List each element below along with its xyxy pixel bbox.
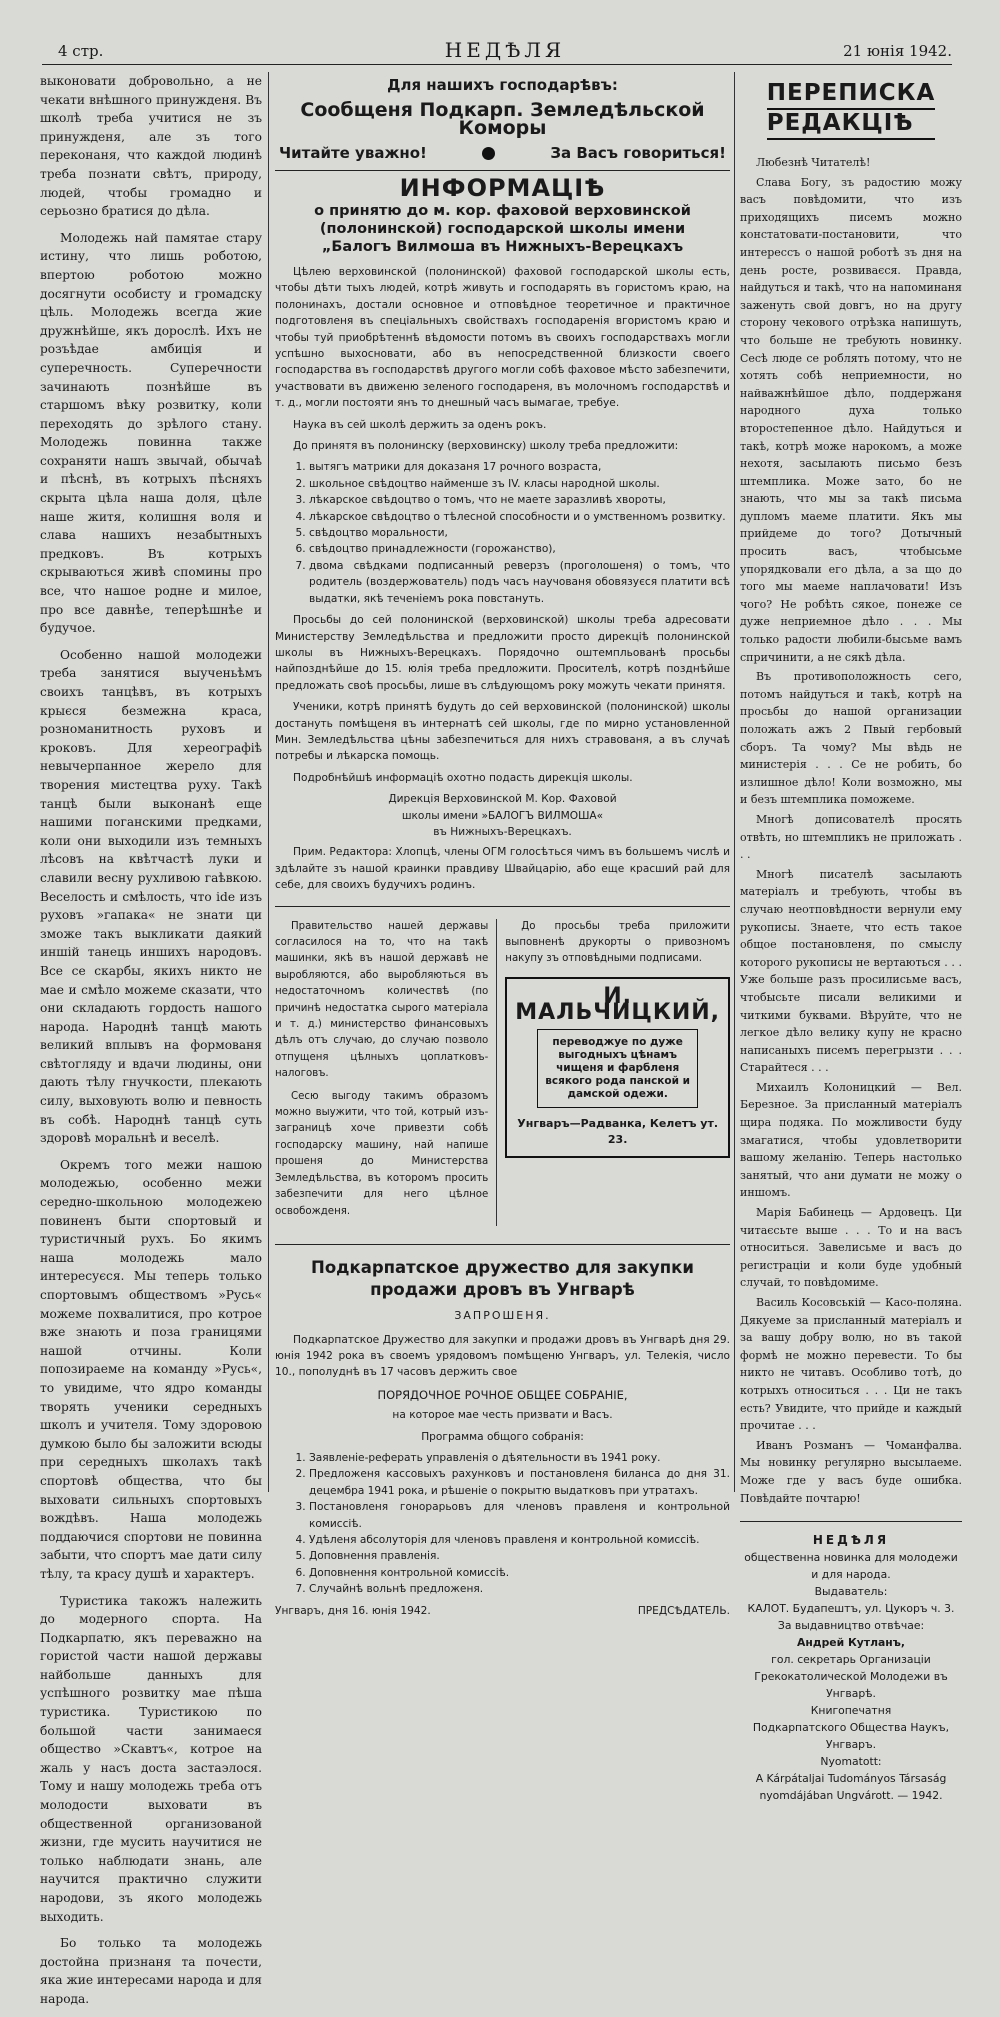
- banner-left: Читайте уважно!: [279, 143, 427, 162]
- list-item: 4. Удѣленя абсолуторія для членовъ правленя и контрольной комиссiѣ.: [309, 1532, 730, 1548]
- paragraph: Бо только та молодежь достойна признаня та почести, яка жие интересами народа и для народа.: [40, 1936, 262, 2006]
- paragraph: Правительство нашей державы согласилося на то, что на такѣ машинки, якѣ въ нашой державѣ не выробляются, або выробляються въ недостаточномъ количествѣ (по причинѣ недостатка сырого матеріала и т. д.) министерство финансовыхъ дѣлъ отъ случаю, до случаю позволо отпущеня цѣлныхъ цоплатковъ-налоговъ.: [275, 920, 489, 1080]
- paragraph: Цѣлею верховинской (полонинской) фаховой господарской школы есть, чтобы дѣти тыхъ людей, котрѣ живуть и господарять въ гористомъ краю, на полонинахъ, достали основное и отповѣдное теоретичное и практичное подготовленя въ спецiальныхъ свойствахъ господаренія вгористомъ краю и чтобы туй приобрѣтеннѣ вѣдомости потомъ въ своихъ господарствахъ могли успѣшно выхосновати, або въ непосредственной близкости своего господарства въ господарствѣ другого могли собѣ фаховое мѣсто забезпечити, участвовати въ движеню зеленого господареня, въ молочномъ господарствѣ и т. д., могли постояти янъ то днешный часъ вымагае, требуе.: [275, 265, 730, 410]
- paragraph: Сесю выгоду такимъ образомъ можно выужити, что той, котрый изъ-заграницѣ хоче привезти собѣ господарску машину, най напише прошеня до Министерства Земледѣльства, въ которомъ просить забезпечити для него цѣлное освобожденя.: [275, 1090, 489, 1217]
- page-number: 4 стр.: [58, 42, 104, 60]
- advertiser-address: Унгваръ—Радванка, Келетъ ут. 23.: [517, 1116, 719, 1146]
- list-item: 3. Постановленя гонорарьовъ для членовъ правленя и контрольной комиссiѣ.: [309, 1499, 730, 1532]
- firewood-title: [275, 1244, 730, 1301]
- subtitle-line: „Балогъ Вилмоша въ Нижныхъ-Верецкахъ: [321, 238, 684, 255]
- imprint-block: [740, 1521, 962, 1804]
- divider: [275, 170, 730, 171]
- list-item: 3. лѣкарское свѣдоцтво о томъ, что не маете заразливѣ хвороты,: [309, 492, 730, 508]
- header-rule: [42, 64, 952, 65]
- info-title: ИНФОРМАЦІѢ: [399, 174, 606, 203]
- assembly-subtitle: на которое мае честь призвати и Васъ.: [392, 1409, 613, 1422]
- list-item: 5. Доповнення правленія.: [309, 1548, 730, 1564]
- list-item: 1. Заявленіе-реферать управленія о дѣятельности въ 1941 року.: [309, 1450, 730, 1466]
- advertisement-box: [505, 977, 730, 1158]
- paragraph: Наука въ сей школѣ держить за оденъ рокъ.: [293, 418, 547, 431]
- bullet-icon: [482, 147, 495, 160]
- list-item: 7. двома свѣдками подписанный реверзъ (проголошеня) о томъ, что родитель (воздержователь) подъ часъ научованя обовязуєся платити всѣ выдатки, якѣ теченіемъ рока повстануть.: [309, 558, 730, 607]
- list-item: 4. лѣкарское свѣдоцтво о тѣлесной способности и о умственномъ розвитку.: [309, 509, 730, 525]
- list-item: 6. свѣдоцтво принадлежности (горожанство),: [309, 541, 730, 557]
- signature-line: въ Нижныхъ-Верецкахъ.: [433, 825, 572, 838]
- imprint-line: За выдавництво отвѣчае:: [777, 1619, 925, 1633]
- imprint-line: общественна новинка для молодежи: [744, 1551, 958, 1565]
- imprint-line: Книгопечатня: [810, 1704, 892, 1718]
- title-line: Подкарпатское дружество для закупки: [311, 1257, 694, 1277]
- imprint-line: Унгваръ.: [825, 1738, 877, 1752]
- center-column: [275, 72, 730, 1619]
- paragraph: Подкарпатское Дружество для закупки и продажи дровъ въ Унгварѣ дня 29. юнія 1942 рока въ своемъ урядовомъ помѣщеню Унгваръ, ул. Телекія, число 10., пополуднѣ въ 17 часовъ держить свое: [275, 1333, 730, 1379]
- list-item: 2. Предложеня кассовыхъ рахунковъ и постановленя биланса до дня 31. децембра 1941 рока, и рѣшеніе о покрытю выдатковъ при утратахъ.: [309, 1466, 730, 1499]
- chamber-banner: [275, 76, 730, 162]
- salutation: Любезнѣ Читателѣ!: [756, 156, 871, 169]
- paragraph: Иванъ Розманъ — Чоманфалва. Мы новинку регулярно высылаеме. Може где у васъ буде ошибка. Повѣдайте почтарю!: [740, 1438, 962, 1505]
- imprint-title: НЕДѢЛЯ: [812, 1533, 890, 1548]
- list-item: 2. школьное свѣдоцтво найменше зъ IV. класы народной школы.: [309, 476, 730, 492]
- signature-block: [275, 791, 730, 840]
- list-item: 7. Случайнѣ вольнѣ предложеня.: [309, 1581, 730, 1597]
- article-youth-column: [40, 72, 262, 2017]
- column-divider-1: [268, 72, 269, 1492]
- imprint-line: Nyomatott:: [820, 1755, 882, 1769]
- paragraph: Просьбы до сей полонинской (верховинской) школы треба адресовати Министерству Земледѣльства и предложити просто дирекцiѣ полонинской школы въ Нижныхъ-Верецкахъ. Порядочно оштемпльованѣ просьбы найпозднѣйше до 15. юлія треба предложити. Просителѣ, котрѣ позднѣйше предложать своѣ просьбы, лише въ слѣдующомъ року можуть чекати принятя.: [275, 614, 730, 692]
- correspondence-heading: [740, 80, 962, 140]
- subtitle-line: о принятю до м. кор. фаховой верховинской: [314, 202, 691, 219]
- closing-row: [275, 1603, 730, 1619]
- correspondence-column: [740, 72, 962, 1804]
- paragraph: Особенно нашой молодежи треба занятися выученьѣмъ своихъ танцѣвъ, въ котрыхъ крыєся безмежна краса, розноманитность руховъ и кроковъ. Для хереографіѣ невычерпанное жерело для творения мистецтва руху. Такѣ танцѣ были выконанѣ еще нашими поганскими предками, коли они выходили изъ темныхъ лѣсовъ на квѣтчастѣ луки и славили весну рухливою гаѣвкою. Веселость и смѣлость, что ide изъ руховъ »гапака« не знати ци зможе такъ выкликати даякий иншiй танець иншихъ народовъ. Все се скарбы, якихъ никто не мае и смѣло можеме сказати, что они складають гордость нашого народа. Народнѣ танцѣ мають великий вплывъ на формованя свѣтогляду и вдачи людины, они дають тѣлу гнучкости, плекають силу, выховують волю и певность въ собѣ. Народнѣ танцѣ суть здоровѣ моральнѣ и веселѣ.: [40, 647, 262, 1146]
- firewood-body: [275, 1332, 730, 1620]
- invitation-label: ЗАПРОШЕНЯ.: [454, 1308, 551, 1322]
- title-line: продажи дровъ въ Унгварѣ: [370, 1279, 635, 1299]
- banner-line-2: Сообщеня Подкарп. Земледѣльской Коморы: [300, 98, 705, 140]
- column-divider-2: [734, 72, 735, 1492]
- paragraph: Молодежь най памятае стару истину, что лишь роботою, впертою роботою можно досягнути особисту и громадску цѣль. Молодежь всегда жие дружнѣйше, якъ дорослѣ. Ихъ не розъѣдае амбиція и суперечность. Суперечности зачинають познѣйше въ старшомъ вѣку розвитку, коли переходять до зрѣлого стану. Молодежь повинна также сохраняти нашъ звычай, обычаѣ и пѣснѣ, въ котрыхъ пѣсняхъ скрыта цѣла наша доля, цѣле наше житя, колишня воля и слава нашихъ незабытныхъ предковъ. Въ котрыхъ скрываються живѣ спомины про все, что нашое родне и милое, про все давнѣе, теперѣшнѣе и будучое.: [40, 230, 262, 636]
- paragraph: Слава Богу, зъ радостию можу васъ повѣдомити, что изъ приходящихъ писемъ можно констатовати-постановити, что интерессъ о нашой роботѣ зъ дня на день росте, розвиваєся. Правда, найдуться и такѣ, что на напоминаня заженуть свой довгъ, но на другу сторону чекового отрѣзка напишуть, что больше не требують новинку. Сесѣ люде се роблять потому, что не хотять собѣ неприемности, но найважнѣйшое дѣло, поддержаня народного духа только второстепенное дѣло. Найдуться и такѣ, котрѣ може нарокомъ, а може нехотя, засылають письмо безъ штемплика. Може зато, бо не знають, что мы за такѣ письма дупломъ маеме платити. Якъ мы прийдеме до того? Дотычный просить васъ, чтобысьме упорядковали его дѣла, а за що до того мы маеме наплачовати! Изъ чого? Не робѣть сякое, понеже се дуже неприемное дѣло . . . Мы только радости любили-бысьме вамъ спричинити, а не сякѣ дѣла.: [740, 175, 962, 664]
- list-item: 5. свѣдоцтво моральности,: [309, 525, 730, 541]
- imprint-line: nyomdájában Ungvárott. — 1942.: [759, 1789, 943, 1803]
- machinery-right: [497, 919, 730, 1226]
- list-item: 1. вытягъ матрики для доказаня 17 рочного возраста,: [309, 459, 730, 475]
- imprint-line: Выдаватель:: [814, 1585, 888, 1599]
- banner-right: За Васъ говориться!: [550, 143, 726, 162]
- paragraph: Въ противоположность сего, потомъ найдуться и такѣ, котрѣ на просьбы до нашой организации положать ажъ 2 Пвый гербовый сборъ. Та чому? Мы вѣдь не министерія . . . Се не робить, бо излишное дѣло! Коли возможно, мы и безъ штемплика поможеме.: [740, 670, 962, 807]
- program-title: Программа общого собранія:: [421, 1430, 584, 1443]
- signature-line: Дирекція Верховинской М. Кор. Фаховой: [388, 793, 617, 806]
- paragraph: Подробнѣйшѣ информаціѣ охотно подасть дирекція школы.: [293, 771, 633, 784]
- banner-line-1: Для нашихъ господарѣвъ:: [387, 76, 618, 94]
- correspondence-body: [740, 154, 962, 1507]
- advertiser-name: И. МАЛЬЧИЦКИЙ,: [515, 983, 721, 1025]
- list-item: 6. Доповнення контрольной комиссiѣ.: [309, 1565, 730, 1581]
- heading-line-1: ПЕРЕПИСКА: [767, 80, 936, 110]
- paragraph: Многѣ дописователѣ просять отвѣть, но штемпликъ не приложать . . .: [740, 812, 962, 862]
- assembly-title: ПОРЯДОЧНОЕ РОЧНОЕ ОБЩЕЕ СОБРАНІЕ,: [377, 1387, 628, 1402]
- heading-box: [767, 80, 936, 140]
- paragraph: Василь Косовській — Касо-поляна. Дякуеме за присланный матеріалъ и за вашу добру волю, но въ такой формѣ не можно перевести. То бы никто не читавъ. Особливо тотѣ, до котрыхъ относиться . . . Ци не такъ есть? Увидите, что прийде и каждый прочитае . . .: [740, 1296, 962, 1433]
- subtitle-line: (полонинской) господарской школы имени: [319, 220, 686, 237]
- page-header: [58, 38, 952, 64]
- chairman-label: ПРЕДСѢДАТЕЛЬ.: [637, 1604, 730, 1617]
- machinery-section: [275, 906, 730, 1226]
- signature-line: школы имени »БАЛОГЪ ВИЛМОША«: [401, 809, 604, 822]
- advertisement-text: переводжуе по дуже выгодныхъ цѣнамъ чищеня и фарбленя всякого рода панской и дамской одежи.: [537, 1029, 698, 1108]
- place-date: Унгваръ, дня 16. юнія 1942.: [275, 1604, 431, 1617]
- info-subtitle: [275, 202, 730, 256]
- paragraph: выконовати добровольно, а не чекати внѣшного принужденя. Въ школѣ треба учитися не зъ принужденя, але зъ того переконаня, что каждой людинѣ треба познати свѣтъ, природу, людей, чтобы громадно и серьозно братися до дѣла.: [40, 74, 262, 219]
- requirements-list: [275, 459, 730, 607]
- machinery-left: [275, 919, 497, 1226]
- imprint-line: гол. секретарь Организаціи Грекокатолической Молодежи въ Унгварѣ.: [754, 1653, 948, 1701]
- program-list: [275, 1450, 730, 1598]
- paragraph: Многѣ писателѣ засылають матеріалъ и требують, чтобы въ случаю неотповѣдности вернули ему рукописы. Знаете, что есть такое общое постановленя, по смыслу которого рукописы не вертаються . . . Уже больше разъ просилисьме васъ, чтобысьте писали великими и читкими буквами. Вѣруйте, что не легкое дѣло велику купу не красно написаныхъ писемъ перегрызти . . . Старайтеся . . .: [740, 867, 962, 1075]
- imprint-line: и для народа.: [811, 1568, 891, 1582]
- heading-line-2: РЕДАКЦІѢ: [767, 110, 936, 140]
- paragraph: До просьбы треба приложити выповненѣ друкорты о привозномъ накупу зъ отповѣдными подписами.: [505, 920, 730, 964]
- imprint-line: Подкарпатского Общества Наукъ,: [752, 1721, 950, 1735]
- info-body: [275, 264, 730, 894]
- banner-line-3: [275, 144, 730, 163]
- paragraph: Марія Бабинець — Ардовецъ. Ци читаєсьте выше . . . То и на васъ относиться. Завелисьме и васъ до регистраціи и коли буде удобный случай, то повѣдомиме.: [740, 1206, 962, 1290]
- imprint-editor: Андрей Кутланъ,: [797, 1636, 905, 1650]
- paragraph: До принятя въ полонинску (верховинску) школу треба предложити:: [293, 440, 679, 453]
- paragraph: Ученики, котрѣ принятѣ будуть до сей верховинской (полонинской) школы достануть помѣщеня въ интернатѣ сей школы, где по мирно установленной Мин. Земледѣльства цѣны забезпечиться для нихъ стравованя, а въ случаѣ потребы и лѣкарска помощь.: [275, 701, 730, 763]
- imprint-line: КАЛОТ. Будапештъ, ул. Цукоръ ч. 3.: [747, 1602, 955, 1616]
- masthead-title: НЕДѢЛЯ: [444, 38, 566, 62]
- paragraph: Окремъ того межи нашою молодежью, особенно межи середно-школьною молодежею повиненъ быти спортовый и туристичный рухъ. Бо якимъ наша молодежь мало интересуєся. Мы теперь только спортовымъ обществомъ »Русь« можеме похвалитися, про котрое вже знають и поза границями нашой отчины. Коли попозираеме на команду »Русь«, то увидиме, что ядро команды творять ученики середныхъ школъ и учителя. Тому здоровою думкою было бы заложити всюды при середныхъ школахъ такѣ спортовѣ общества, что бы выховати сильныхъ спортовыхъ вождѣвъ. Наша молодежь поддаючися спортови не повинна забыти, что спортъ мае дати силу тѣлу, та красу душѣ и характеръ.: [40, 1157, 262, 1581]
- editor-note: Прим. Редактора: Хлопцѣ, члены ОГМ голосѣться чимъ въ большемъ числѣ и здѣлайте зъ нашой краинки правдиву Швайцарію, або еще красший рай для себе, для своихъ будучихъ родинъ.: [275, 846, 730, 892]
- paragraph: Михаилъ Колоницкий — Вел. Березное. За присланный матеріалъ щира подяка. По можливости буду змагатися, чтобы удовлетворити вашому желанію. Теперь настолько занятый, что ани думати не можу о иншомъ.: [740, 1080, 962, 1200]
- paragraph: Туристика такожъ належить до модерного спорта. На Подкарпатю, якъ переважно на гористой части нашой державы найбольше данныхъ для успѣшного розвитку мае пѣша туристика. Туристикою по большой части занимаеся общество »Скавтъ«, котрое на жаль у насъ доста застаэлося. Тому и нашу молодежь треба отъ молодости выховати въ общественной организованой жизни, где мусить научитися не только наблюдати знань, але научится практично служити народови, зъ якого молодежь выходить.: [40, 1593, 262, 1924]
- imprint-line: A Kárpátaljai Tudományos Társaság: [755, 1772, 947, 1786]
- issue-date: 21 юнія 1942.: [843, 42, 952, 60]
